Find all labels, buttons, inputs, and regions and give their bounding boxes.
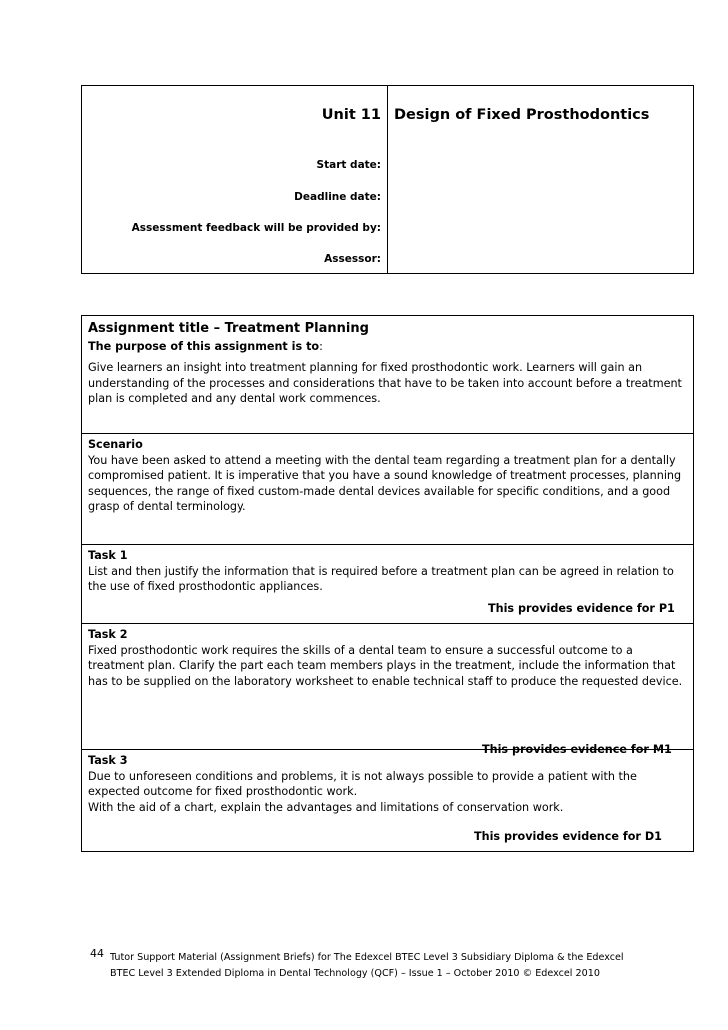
task-3-cell — [88, 753, 685, 815]
task-2-row — [82, 623, 693, 756]
task-1-text: List and then justify the information that is required before a treatment plan can be agreed in relation to the use of fixed prosthodontic appliances. — [88, 564, 674, 593]
task-3-label: Task 3 — [88, 754, 128, 767]
assessor-label: Assessor: — [324, 253, 381, 265]
scenario-text: You have been asked to attend a meeting with the dental team regarding a treatment plan for a dentally compromised patient. It is imperative that you have a sound knowledge of treatment processes, planning sequences, the range of fixed custom-made dental devices available for specific conditions, and a good grasp of dental terminology. — [88, 453, 682, 513]
purpose-label: The purpose of this assignment is to — [88, 339, 320, 353]
task-1-cell — [88, 548, 685, 595]
unit-header-table — [81, 85, 694, 274]
scenario-label: Scenario — [88, 438, 143, 451]
task-3-text-2: With the aid of a chart, explain the advantages and limitations of conservation work. — [88, 800, 564, 814]
task-2-label: Task 2 — [88, 628, 128, 641]
scenario-row — [82, 433, 693, 513]
task-1-evidence: This provides evidence for P1 — [488, 602, 675, 615]
unit-title: Design of Fixed Prosthodontics — [394, 107, 650, 123]
page-number: 44 — [90, 947, 104, 960]
task-2-text: Fixed prosthodontic work requires the skills of a dental team to ensure a successful outcome to a treatment plan. Clarify the part each team members plays in the treatment, include the information that has to be supplied on the laboratory worksheet to enable technical staff to produce the requested device. — [88, 643, 683, 688]
task-1-label: Task 1 — [88, 549, 128, 562]
task-2-cell — [88, 627, 685, 689]
task-3-evidence: This provides evidence for D1 — [474, 830, 662, 843]
deadline-label: Deadline date: — [294, 191, 381, 203]
purpose-text: Give learners an insight into treatment planning for fixed prosthodontic work. Learners will gain an understanding of the processes and considerations that have to be taken into account before a treatment plan is completed and any dental work commences. — [88, 361, 682, 405]
assignment-title: Assignment title – Treatment Planning — [88, 321, 369, 336]
start-date-label: Start date: — [316, 159, 381, 171]
task-2-evidence: This provides evidence for M1 — [482, 743, 672, 756]
task-3-text: Due to unforeseen conditions and problems, it is not always possible to provide a patient with the expected outcome for fixed prosthodontic work. — [88, 769, 637, 798]
purpose-colon: : — [319, 339, 323, 353]
column-divider — [387, 86, 388, 273]
unit-number: Unit 11 — [321, 107, 381, 123]
scenario-cell — [88, 437, 685, 515]
assignment-table — [81, 315, 694, 852]
task-1-row — [82, 544, 693, 615]
purpose-cell — [88, 321, 685, 407]
feedback-label: Assessment feedback will be provided by: — [131, 222, 381, 234]
footer-text: Tutor Support Material (Assignment Briefs) for The Edexcel BTEC Level 3 Subsidiary Diploma & the Edexcel BTEC Level 3 Extended Diploma in Dental Technology (QCF) – Issue 1 – October 2010 © Edexcel 2010 — [110, 952, 624, 979]
